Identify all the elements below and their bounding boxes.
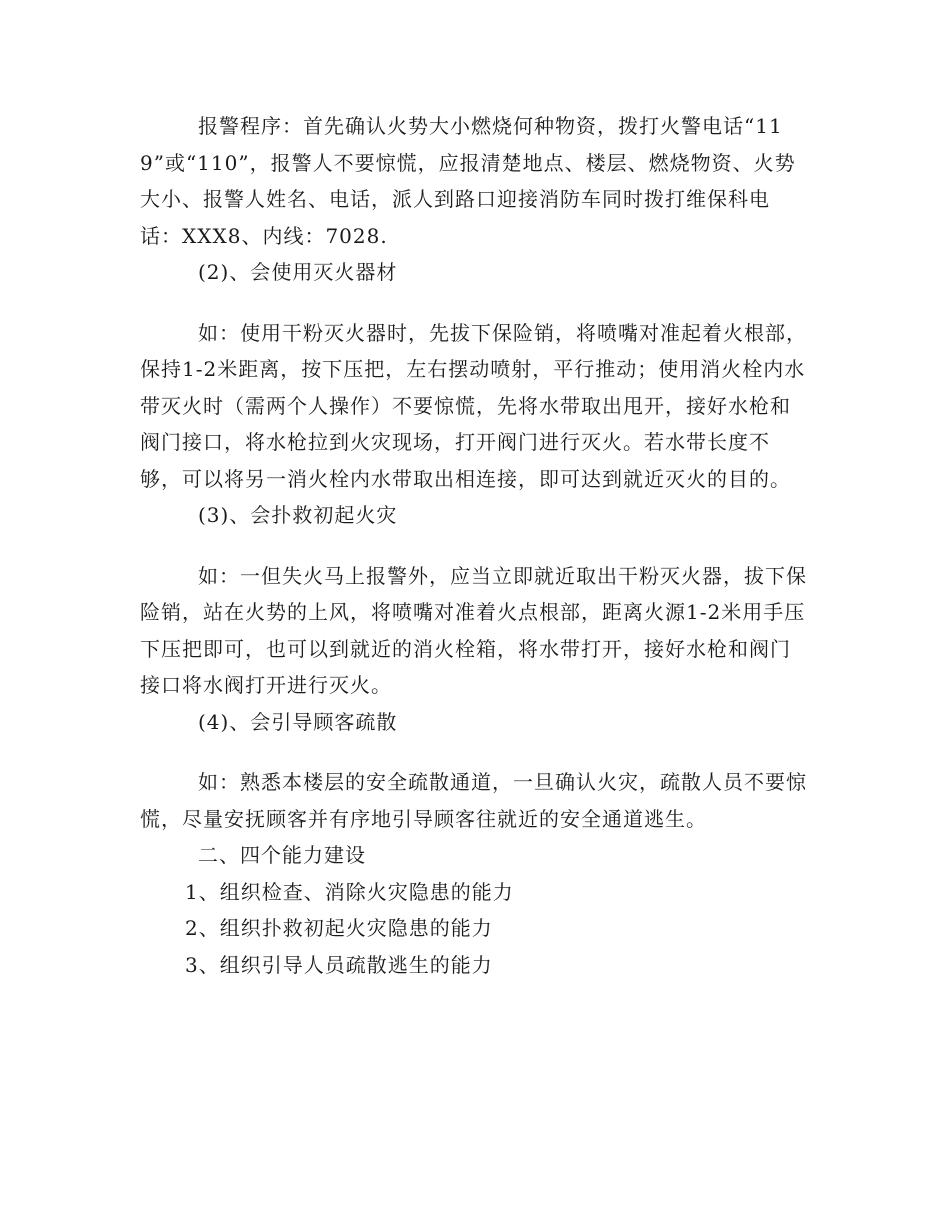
paragraph-evacuate: 如：熟悉本楼层的安全疏散通道，一旦确认火灾，疏散人员不要惊慌，尽量安抚顾客并有序地引导顾客往就近的安全通道逃生。 — [140, 770, 807, 831]
paragraph-fight-fire: 如：一但失火马上报警外，应当立即就近取出干粉灭火器，拔下保险销，站在火势的上风，将喷嘴对准着火点根部，距离火源1-2米用手压下压把即可，也可以到就近的消火栓箱，将水带打开，接好水枪和阀门接口将水阀打开进行灭火。 — [140, 563, 807, 697]
heading-use-equipment: (2)、会使用灭火器材 — [198, 260, 398, 284]
paragraph-alarm-procedure: 报警程序：首先确认火势大小燃烧何种物资，拨打火警电话“119”或“110”，报警人不要惊慌，应报清楚地点、楼层、燃烧物资、火势大小、报警人姓名、电话，派人到路口迎接消防车同时拨打维保科电话：XXX8、内线：7028. — [140, 114, 796, 248]
list-item-capability-3: 3、组织引导人员疏散逃生的能力 — [185, 952, 493, 977]
heading-fight-fire: (3)、会扑救初起火灾 — [198, 503, 398, 527]
document-body — [140, 108, 810, 983]
heading-evacuate: (4)、会引导顾客疏散 — [198, 709, 398, 734]
section-heading-four-capabilities: 二、四个能力建设 — [198, 843, 366, 867]
paragraph-use-equipment: 如：使用干粉灭火器时，先拔下保险销，将喷嘴对准起着火根部，保持1-2米距离，按下压把，左右摆动喷射，平行推动；使用消火栓内水带灭火时（需两个人操作）不要惊慌，先将水带取出甩开，接好水枪和阀门接口，将水枪拉到火灾现场，打开阀门进行灭火。若水带长度不够，可以将另一消火栓内水带取出相连接，即可达到就近灭火的目的。 — [140, 320, 807, 491]
list-item-capability-1: 1、组织检查、消除火灾隐患的能力 — [185, 879, 514, 904]
list-item-capability-2: 2、组织扑救初起火灾隐患的能力 — [185, 916, 493, 940]
